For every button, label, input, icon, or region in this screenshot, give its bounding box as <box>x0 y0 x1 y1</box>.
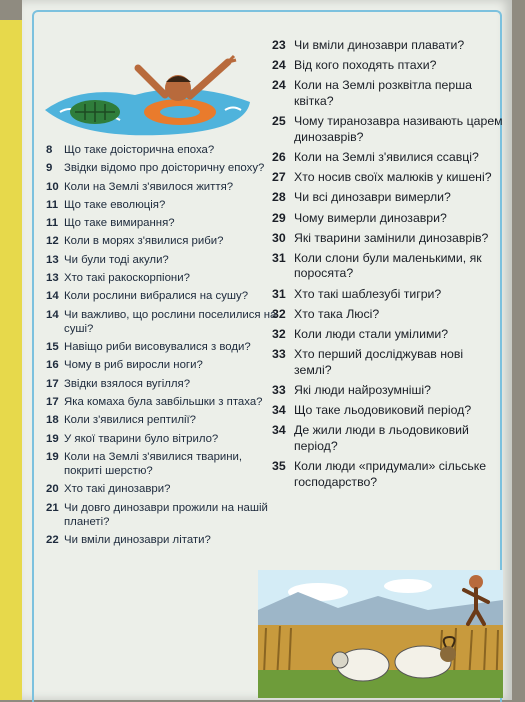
question-text: Навіщо риби висовувалися з води? <box>64 341 251 354</box>
contents-entry <box>272 251 504 282</box>
contents-entry <box>46 501 282 529</box>
page-number: 12 <box>46 235 59 248</box>
question-text: Хто такі ракоскорпіони? <box>64 272 190 285</box>
page-number: 19 <box>46 432 59 445</box>
question-text: Коли люди стали умілими? <box>294 327 449 342</box>
question-text: Чи важливо, що рослини поселилися на суші? <box>64 308 277 335</box>
question-text: Хто носив своїх малюків у кишені? <box>294 170 492 185</box>
question-text: Що таке доісторична епоха? <box>64 144 215 156</box>
question-text: Хто такі динозаври? <box>64 483 171 496</box>
contents-entry <box>46 216 282 230</box>
question-text: Коли на Землі з'явилося життя? <box>64 180 234 193</box>
question-text: Чи були тоді акули? <box>64 253 169 266</box>
page-number: 16 <box>46 359 59 372</box>
contents-entry <box>272 347 504 378</box>
page-number: 34 <box>272 423 286 438</box>
contents-entry <box>46 450 282 478</box>
contents-entry <box>272 58 504 74</box>
page-number: 20 <box>46 483 59 496</box>
page-number: 34 <box>272 403 286 418</box>
page-number: 14 <box>46 290 59 303</box>
question-text: Коли слони були маленькими, як поросята? <box>294 250 482 281</box>
contents-entry <box>46 340 282 354</box>
page-number: 32 <box>272 306 286 321</box>
page-number: 10 <box>46 180 59 193</box>
contents-entry <box>272 287 504 303</box>
page-number: 35 <box>272 459 286 474</box>
contents-entry <box>46 271 282 285</box>
page-number: 15 <box>46 341 59 354</box>
contents-entry <box>272 231 504 247</box>
contents-entry <box>46 377 282 391</box>
page-number: 25 <box>272 114 286 129</box>
page-number: 13 <box>46 253 59 266</box>
contents-entry <box>272 170 504 186</box>
question-text: Чи вміли динозаври літати? <box>64 534 211 547</box>
contents-entry <box>46 198 282 212</box>
page-number: 33 <box>272 347 286 362</box>
page-number: 32 <box>272 327 286 342</box>
question-text: Які люди найрозумніші? <box>294 383 431 397</box>
page-number: 31 <box>272 286 286 301</box>
page-number: 18 <box>46 414 59 427</box>
contents-entry <box>272 307 504 323</box>
page-number: 9 <box>46 162 53 175</box>
page-number: 23 <box>272 38 286 52</box>
contents-entry <box>46 253 282 267</box>
contents-entry <box>46 395 282 409</box>
contents-list-left <box>46 143 282 552</box>
contents-entry <box>46 289 282 303</box>
question-text: Чи вміли динозаври плавати? <box>294 38 465 52</box>
question-text: Де жили люди в льодовиковий період? <box>294 423 469 453</box>
contents-entry <box>46 413 282 427</box>
question-text: Що таке вимирання? <box>64 217 175 230</box>
question-text: Що таке еволюція? <box>64 198 166 211</box>
swimming-boy-illustration <box>40 40 265 140</box>
question-text: Коли на Землі з'явилися ссавці? <box>294 149 479 164</box>
page-number: 29 <box>272 210 286 225</box>
page-number: 24 <box>272 78 286 93</box>
contents-entry <box>46 180 282 194</box>
page-number: 8 <box>46 144 53 156</box>
contents-entry <box>272 403 504 419</box>
question-text: Чому в риб виросли ноги? <box>64 359 203 372</box>
contents-entry <box>272 38 504 54</box>
contents-list-right <box>272 38 504 495</box>
contents-entry <box>272 114 504 145</box>
contents-entry <box>272 211 504 227</box>
contents-entry <box>46 482 282 496</box>
question-text: Чи всі динозаври вимерли? <box>294 190 451 205</box>
question-text: Від кого походять птахи? <box>294 58 437 73</box>
page-number: 14 <box>46 308 59 321</box>
question-text: Чому вимерли динозаври? <box>294 210 447 225</box>
question-text: Коли рослини вибралися на сушу? <box>64 290 249 303</box>
page-number: 11 <box>46 217 59 230</box>
question-text: Хто такі шаблезубі тигри? <box>294 286 442 301</box>
page-number: 33 <box>272 383 286 397</box>
question-text: Коли на Землі з'явилися тварини, покриті шерстю? <box>64 450 243 478</box>
page-number: 24 <box>272 58 286 73</box>
question-text: Коли люди «придумали» сільське господарство? <box>294 459 487 489</box>
question-text: Чи довго динозаври прожили на нашій планеті? <box>64 501 268 528</box>
question-text: Чому тиранозавра називають царем динозаврів? <box>294 114 503 144</box>
question-text: Яка комаха була завбільшки з птаха? <box>64 396 263 409</box>
question-text: Хто така Люсі? <box>294 306 380 321</box>
question-text: Що таке льодовиковий період? <box>294 403 472 418</box>
contents-entry <box>46 358 282 372</box>
contents-entry <box>46 432 282 446</box>
page-number: 11 <box>46 198 59 211</box>
page-number: 13 <box>46 272 59 285</box>
contents-entry <box>272 423 504 454</box>
question-text: Які тварини замінили динозаврів? <box>294 230 489 245</box>
page-number: 21 <box>46 501 59 514</box>
contents-entry <box>272 190 504 206</box>
question-text: Звідки відомо про доісторичну епоху? <box>64 162 265 175</box>
contents-entry <box>46 143 282 157</box>
page-number: 17 <box>46 377 59 390</box>
contents-entry <box>272 150 504 166</box>
question-text: Коли на Землі розквітла перша квітка? <box>294 78 472 108</box>
page-number: 31 <box>272 250 286 265</box>
page-number: 27 <box>272 170 286 185</box>
question-text: Коли з'явилися рептилії? <box>64 414 197 427</box>
contents-entry <box>272 327 504 343</box>
page-number: 17 <box>46 396 59 409</box>
page-number: 26 <box>272 149 286 164</box>
question-text: Коли в морях з'явилися риби? <box>64 235 224 248</box>
page-number: 19 <box>46 450 59 463</box>
page-number: 28 <box>272 190 286 205</box>
contents-entry <box>46 533 282 547</box>
contents-entry <box>46 308 282 336</box>
farm-illustration <box>258 570 503 698</box>
question-text: Хто перший досліджував нові землі? <box>294 347 464 377</box>
page-number: 22 <box>46 534 59 547</box>
page-number: 30 <box>272 230 286 245</box>
contents-entry <box>46 161 282 175</box>
contents-entry <box>46 234 282 248</box>
contents-entry <box>272 383 504 399</box>
contents-entry <box>272 78 504 109</box>
contents-entry <box>272 459 504 490</box>
question-text: У якої тварини було вітрило? <box>64 432 219 445</box>
question-text: Звідки взялося вугілля? <box>64 377 191 390</box>
